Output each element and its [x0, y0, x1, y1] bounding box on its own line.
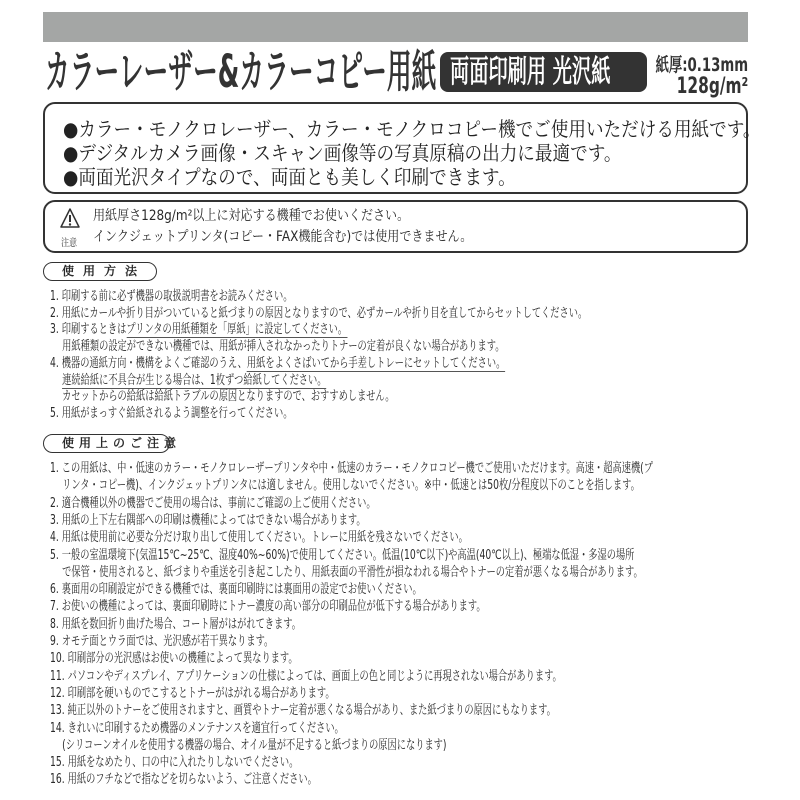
notes-heading-text: 使用上のご注意: [62, 436, 182, 450]
notes-line: 10. 印刷部分の光沢感はお使いの機種によって異なります。: [50, 651, 298, 667]
notes-line: 5. 一般の室温環境下(気温15℃~25℃、湿度40%~60%)で使用してください。低温(10℃以下)や高温(40℃以上)、極端な低湿・多湿の場所: [50, 547, 635, 563]
notes-line: リンタ・コピー機)、インクジェットプリンタには適しません。使用しないでください。※中・低速とは50枚/分程度以下のことを指します。: [50, 478, 640, 494]
text: カセットからの給紙は給紙トラブルの原因となりますので、おすすめしません。: [50, 389, 395, 405]
text: 2. 用紙にカールや折り目がついていると紙づまりの原因となりますので、必ずカールや折り目を直してからセットしてください。: [50, 305, 588, 321]
badge-label: 両面印刷用 光沢紙: [450, 54, 611, 90]
caution-line: インクジェットプリンタ(コピー・FAX機能含む)では使用できません。: [93, 229, 473, 245]
notes-line: 15. 用紙をなめたり、口の中に入れたりしないでください。: [50, 755, 299, 771]
usage-heading: [43, 262, 157, 281]
paper-thickness: 紙厚:0.13mm: [655, 54, 748, 76]
notes-line: 13. 純正以外のトナーをご使用されますと、画質やトナー定着が悪くなる場合があり、また紙づまりの原因にもなります。: [50, 703, 556, 719]
notes-line: 8. 用紙を数回折り曲げた場合、コート層がはがれてきます。: [50, 616, 301, 632]
underlined-text: プリンタの用紙種類を「厚紙」に設定してください。: [126, 322, 348, 338]
caution-line: 用紙厚さ128g/m²以上に対応する機種でお使いください。: [93, 208, 410, 224]
text: 1. 印刷する前に必ず機器の取扱説明書をお読みください。: [50, 289, 293, 304]
text: [50, 373, 62, 388]
notes-line: 11. パソコンやディスプレイ、アプリケーションの仕様によっては、画面上の色と同じように再現されない場合があります。: [50, 668, 562, 684]
duplex-glossy-badge: [440, 52, 647, 92]
notes-line: 16. 用紙のフチなどで指などを切らないよう、ご注意ください。: [50, 772, 317, 788]
usage-line: [50, 339, 504, 354]
usage-line: [50, 373, 326, 388]
notes-line: 12. 印刷部を硬いものでこするとトナーがはがれる場合があります。: [50, 685, 335, 701]
notes-heading: [43, 434, 182, 453]
text: 3. 印刷するときは: [50, 322, 127, 338]
notes-line: 2. 適合機種以外の機器でご使用の場合は、事前にご確認の上ご使用ください。: [50, 495, 376, 511]
caution-label: 注意: [61, 238, 77, 249]
notes-line: 14. きれいに印刷するため機器のメンテナンスを適宜行ってください。: [50, 720, 344, 736]
feature-item: ●カラー・モノクロレーザー、カラー・モノクロコピー機でご使用いただける用紙です。: [63, 117, 761, 141]
notes-line: 9. オモテ面とウラ面では、光沢感が若干異なります。: [50, 634, 274, 649]
text: 4. 機器の通紙方向・機構をよくご確認のうえ、: [50, 355, 247, 371]
notes-line: 6. 裏面用の印刷設定ができる機種では、裏面印刷時には裏面用の設定でお使いください。: [50, 582, 422, 598]
features-box: [43, 102, 761, 194]
usage-line: [50, 406, 292, 421]
usage-line: [50, 289, 292, 304]
feature-item: ●両面光沢タイプなので、両面とも美しく印刷できます。: [63, 165, 516, 189]
usage-line: [50, 389, 395, 404]
usage-line: [50, 306, 587, 321]
notes-line: 1. この用紙は、中・低速のカラー・モノクロレーザープリンタや中・低速のカラー・モノクロコピー機でご使用いただけます。高速・超高速機(プ: [50, 461, 654, 476]
top-gray-band: [43, 12, 748, 42]
notes-line: (シリコーンオイルを使用する機器の場合、オイル量が不足すると紙づまりの原因になります): [50, 737, 447, 753]
notes-line: 7. お使いの機種によっては、裏面印刷時にトナー濃度の高い部分の印刷品位が低下する場合があります。: [50, 599, 486, 615]
notes-line: で保管・使用されると、紙づまりや重送を引き起こしたり、用紙表面の平滑性が損なわれる場合やトナーの定着が悪くなる場合があります。: [50, 564, 643, 580]
notes-line: 4. 用紙は使用前に必要な分だけ取り出して使用してください。トレーに用紙を残さないでください。: [50, 530, 468, 546]
notes-line: 3. 用紙の上下左右隅部への印刷は機種によってはできない場合があります。: [50, 512, 366, 528]
text: 用紙種類の設定ができない機種では、用紙が挿入されなかったりトナーの定着が良くない場合があります。: [50, 339, 505, 355]
text: 5. 用紙がまっすぐ給紙されるよう調整を行ってください。: [50, 405, 293, 421]
underlined-text: 連続給紙に不具合が生じる場合は、1枚ずつ給紙してください。: [62, 372, 327, 388]
usage-line: [50, 322, 347, 337]
feature-item: ●デジタルカメラ画像・スキャン画像等の写真原稿の出力に最適です。: [63, 141, 622, 165]
caution-box: [43, 200, 748, 253]
usage-heading-text: 使用方法: [62, 264, 147, 278]
warning-triangle-icon: [59, 207, 81, 231]
underlined-text: 用紙をよくさばいてから手差しトレーにセットしてください。: [246, 355, 506, 371]
product-title: カラーレーザー&カラーコピー用紙: [45, 45, 437, 98]
paper-weight: 128g/m²: [676, 74, 748, 99]
usage-line: [50, 356, 505, 371]
